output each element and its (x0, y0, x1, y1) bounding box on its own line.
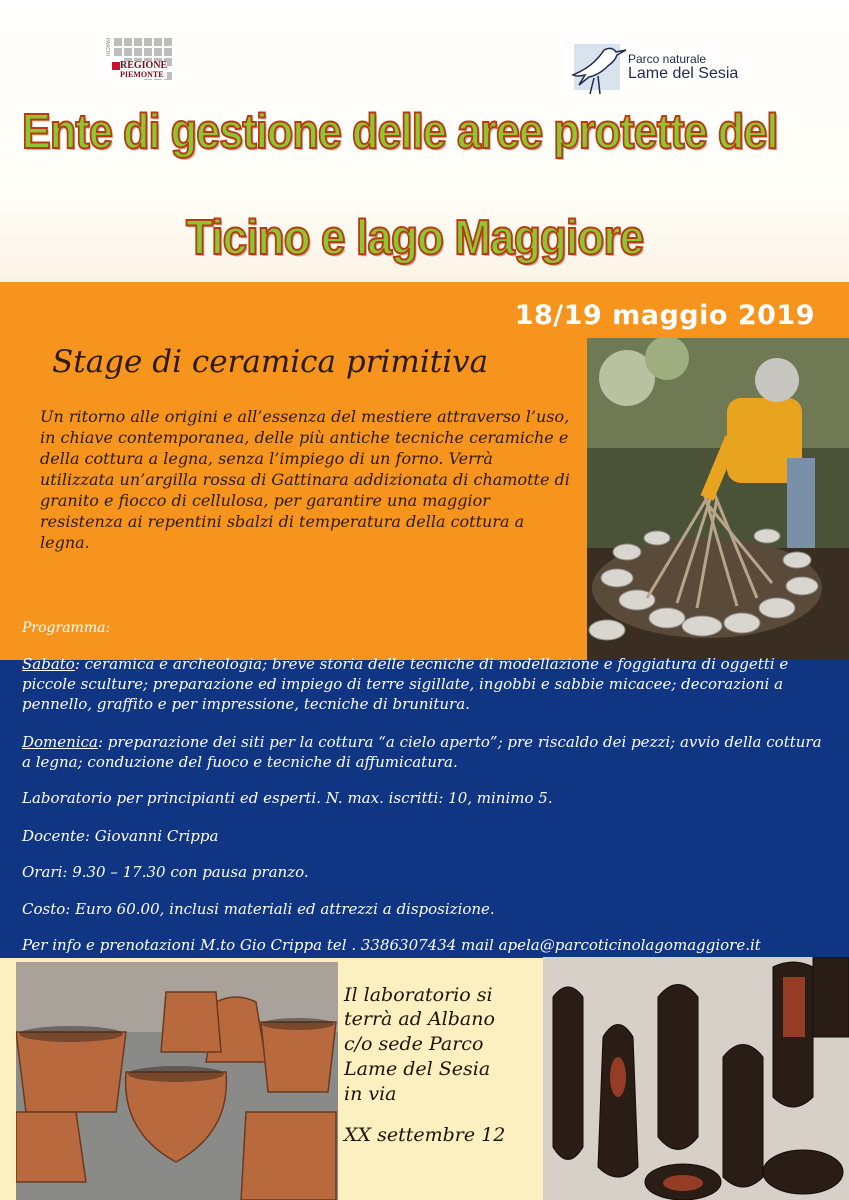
program-sabato (22, 654, 822, 714)
ceramic-figures-photo (543, 957, 849, 1200)
domenica-text: : preparazione dei siti per la cottura “a cielo aperto”; pre riscaldo dei pezzi; avvio della cottura a legna; conduzione del fuoco e tecniche di affumicatura. (22, 733, 822, 771)
program-orari: Orari: 9.30 – 17.30 con pausa pranzo. (22, 863, 309, 881)
program-costo: Costo: Euro 60.00, inclusi materiali ed attrezzi a disposizione. (22, 900, 495, 918)
page-title-line2: Ticino e lago Maggiore (186, 211, 644, 265)
regione-label-line1: REGIONE (120, 60, 168, 71)
location-line3: c/o sede Parco (344, 1033, 484, 1055)
pottery-photo (16, 962, 338, 1200)
program-info: Per info e prenotazioni M.to Gio Crippa tel . 3386307434 mail apela@parcoticinolagomaggiore.it (22, 936, 761, 954)
page-title-line1: Ente di gestione delle aree protette del (22, 105, 778, 159)
program-domenica (22, 732, 822, 772)
sabato-text: : ceramica e archeologia; breve storia delle tecniche di modellazione e foggiatura di oggetti e piccole sculture; preparazione ed impiego di terre sigillate, ingobbi e sabbie micacee; decorazioni a pennello, graffito e per impressione, tecniche di brunitura. (22, 655, 789, 713)
regione-label-line2: PIEMONTE (120, 70, 164, 79)
location-line6: XX settembre 12 (344, 1124, 506, 1146)
parco-name-line1: Parco naturale (628, 52, 707, 66)
location-line1: Il laboratorio si (344, 984, 493, 1006)
event-intro: Un ritorno alle origini e all’essenza del mestiere attraverso l’uso, in chiave contemporanea, delle più antiche tecniche ceramiche e della cottura a legna, senza l’impiego di un forno. Verrà utilizzata un’argilla rossa di Gattinara addizionata di chamotte di granito e fiocco di cellulosa, per garantire una maggior resistenza ai repentini sbalzi di temperatura della cottura a legna. (40, 407, 570, 552)
location-line2: terrà ad Albano (344, 1008, 495, 1030)
regione-flag-icon (112, 62, 120, 70)
parco-name-line2: Lame del Sesia (628, 65, 739, 82)
location-line5: in via (344, 1083, 397, 1105)
program-heading: Programma: (22, 620, 111, 636)
domenica-label: Domenica (22, 733, 98, 751)
program-docente: Docente: Giovanni Crippa (22, 827, 219, 845)
sabato-label: Sabato (22, 655, 75, 673)
regione-vertical-text: PARCHI (104, 38, 110, 57)
event-title: Stage di ceramica primitiva (52, 344, 489, 380)
location-line4: Lame del Sesia (344, 1058, 491, 1080)
program-laboratorio: Laboratorio per principianti ed esperti. N. max. iscritti: 10, minimo 5. (22, 789, 553, 807)
regione-label (120, 61, 167, 79)
event-date: 18/19 maggio 2019 (514, 300, 815, 331)
wood-firing-photo (587, 338, 849, 660)
